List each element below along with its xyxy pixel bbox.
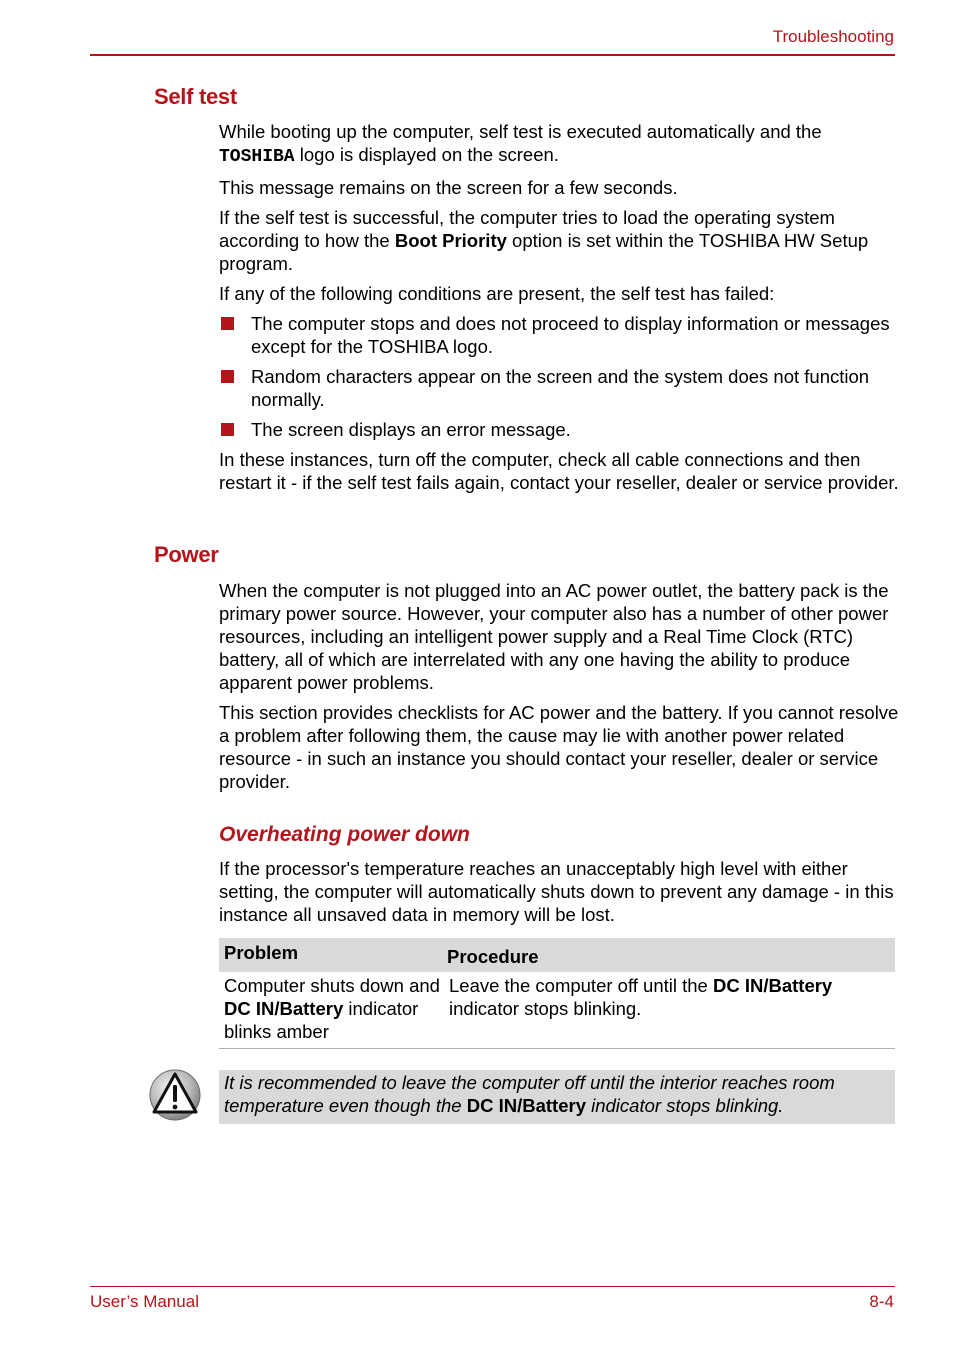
column-header-procedure: Procedure	[447, 945, 539, 967]
power-section	[219, 579, 899, 800]
square-bullet-icon	[221, 423, 234, 436]
footer-manual-title: User’s Manual	[90, 1292, 199, 1311]
power-paragraph-2: This section provides checklists for AC power and the battery. If you cannot resolve a problem after following them, the cause may lie with another power related resource - in such an instance you should contact your reseller, dealer or service provider.	[219, 702, 899, 792]
header-rule	[90, 54, 895, 56]
list-item: Random characters appear on the screen and the system does not function normally.	[219, 365, 899, 411]
toshiba-logo-text: TOSHIBA	[219, 147, 295, 167]
footer-rule	[90, 1286, 895, 1287]
problem-cell: Computer shuts down and DC IN/Battery indicator blinks amber	[224, 975, 440, 1042]
note-text: It is recommended to leave the computer off until the interior reaches room temperature even though the DC IN/Battery indicator stops blinking.	[224, 1072, 835, 1116]
page-number: 8-4	[869, 1292, 894, 1311]
self-test-paragraph-1: While booting up the computer, self test is executed automatically and the TOSHIBA logo is displayed on the screen.	[219, 121, 822, 167]
note-box	[219, 1070, 895, 1124]
self-test-paragraph-4: If any of the following conditions are present, the self test has failed:	[219, 283, 775, 304]
table-row	[219, 972, 895, 1049]
overheating-paragraph: If the processor's temperature reaches an unacceptably high level with either setting, the computer will automatically shuts down to prevent any damage - in this instance all unsaved data in memory will be lost.	[219, 858, 894, 925]
overheating-section	[219, 857, 899, 933]
running-header: Troubleshooting	[772, 27, 894, 46]
self-test-paragraph-5: In these instances, turn off the computer, check all cable connections and then restart it - if the self test fails again, contact your reseller, dealer or service provider.	[219, 449, 899, 493]
list-item: The computer stops and does not proceed to display information or messages except for the TOSHIBA logo.	[219, 312, 899, 358]
failure-conditions-list	[219, 312, 899, 441]
self-test-section	[219, 120, 899, 501]
warning-icon	[148, 1068, 202, 1122]
table-header	[219, 938, 895, 972]
column-header-problem: Problem	[224, 941, 299, 963]
overheating-heading: Overheating power down	[219, 823, 470, 846]
power-paragraph-1: When the computer is not plugged into an AC power outlet, the battery pack is the primary power source. However, your computer also has a number of other power resources, including an intelligent power supply and a Real Time Clock (RTC) battery, all of which are interrelated with any one having the ability to produce apparent power problems.	[219, 580, 889, 693]
list-item: The screen displays an error message.	[219, 418, 899, 441]
procedure-cell: Leave the computer off until the DC IN/Battery indicator stops blinking.	[449, 975, 833, 1019]
self-test-heading: Self test	[154, 84, 237, 109]
power-heading: Power	[154, 542, 219, 567]
square-bullet-icon	[221, 370, 234, 383]
square-bullet-icon	[221, 317, 234, 330]
self-test-paragraph-3: If the self test is successful, the computer tries to load the operating system according to how the Boot Priority option is set within the TOSHIBA HW Setup program.	[219, 207, 869, 274]
self-test-paragraph-2: This message remains on the screen for a few seconds.	[219, 177, 678, 198]
problem-procedure-table	[219, 938, 895, 1049]
